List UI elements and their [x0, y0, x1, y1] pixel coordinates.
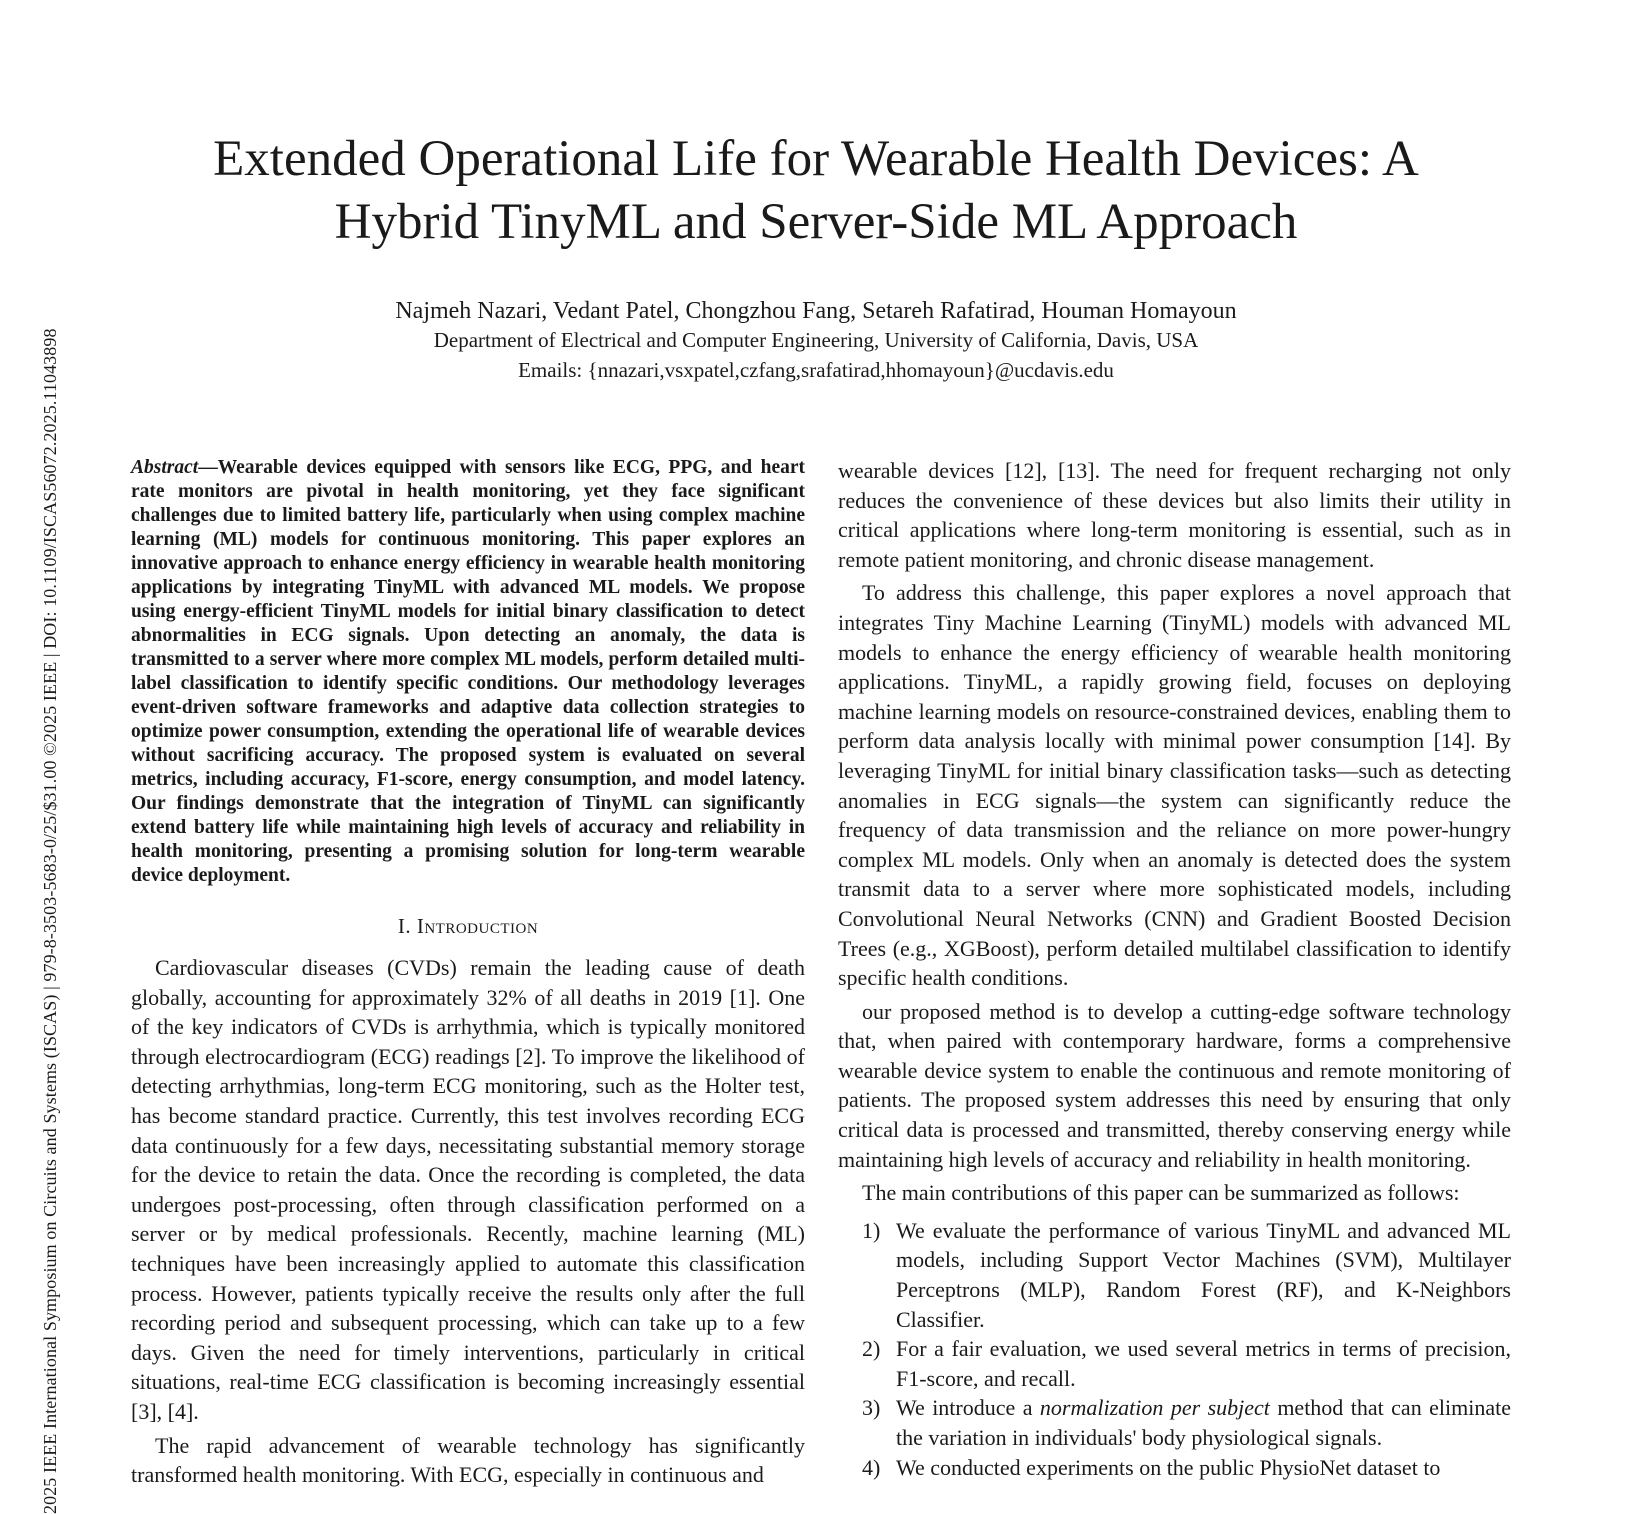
body-paragraph: our proposed method is to develop a cutting-edge software technology that, when paired with contemporary hardware, forms a comprehensive wearable device system to enable the continuous and remote monitoring of patients. The proposed system addresses this need by ensuring that only critical data is processed and transmitted, thereby conserving energy while maintaining high levels of accuracy and reliability in health monitoring.	[838, 998, 1511, 1172]
list-number: 1)	[862, 1217, 881, 1243]
list-item-text: We evaluate the performance of various TinyML and advanced ML models, including Support Vector Machines (SVM), Multilayer Perceptrons (MLP), Random Forest (RF), and K-Neighbors Classifier.	[896, 1217, 1511, 1332]
list-item-text: We conducted experiments on the public PhysioNet dataset to	[896, 1454, 1441, 1480]
list-item	[838, 1453, 1511, 1483]
list-item	[838, 1216, 1511, 1334]
intro-paragraph: Cardiovascular diseases (CVDs) remain the leading cause of death globally, accounting for approximately 32% of all deaths in 2019 [1]. One of the key indicators of CVDs is arrhythmia, which is typically monitored through electrocardiogram (ECG) readings [2]. To improve the likelihood of detecting arrhythmias, long-term ECG monitoring, such as the Holter test, has become standard practice. Currently, this test involves recording ECG data continuously for a few days, necessitating substantial memory storage for the device to retain the data. Once the recording is completed, the data undergoes post-processing, often through classification performed on a server or by medical professionals. Recently, machine learning (ML) techniques have been increasingly applied to automate this classification process. However, patients typically receive the results only after the full recording period and subsequent processing, which can take up to a few days. Given the need for timely interventions, particularly in critical situations, real-time ECG classification is becoming increasingly essential [3], [4].	[131, 955, 805, 1424]
list-item-text-pre: We introduce a	[896, 1395, 1040, 1421]
intro-paragraph: The rapid advancement of wearable technology has significantly transformed health monitoring. With ECG, especially in continuous and	[131, 1432, 805, 1488]
list-item-emphasis: normalization per subject	[1039, 1395, 1270, 1421]
body-paragraph: wearable devices [12], [13]. The need for frequent recharging not only reduces the convenience of these devices but also limits their utility in critical applications where long-term monitoring is essential, such as in remote patient monitoring, and chronic disease management.	[838, 458, 1511, 572]
author-list: Najmeh Nazari, Vedant Patel, Chongzhou Fang, Setareh Rafatirad, Houman Homayoun	[395, 298, 1237, 324]
right-column	[838, 456, 1511, 1482]
section-heading-introduction: I. Introduction	[397, 914, 539, 938]
contributions-intro: The main contributions of this paper can be summarized as follows:	[862, 1180, 1460, 1206]
list-number: 3)	[862, 1395, 881, 1421]
doi-sidebar: 2025 IEEE International Symposium on Circuits and Systems (ISCAS) | 979-8-3503-5683-0/25/$31.00 ©2025 IEEE | DOI: 10.1109/ISCAS56072.2025.11043898	[40, 328, 60, 1514]
list-item	[838, 1393, 1511, 1452]
list-item-text-post: method that can eliminate the variation in individuals' body physiological signals.	[896, 1395, 1511, 1450]
abstract-lead: Abstract	[131, 457, 199, 478]
left-column	[131, 456, 805, 1494]
paper-title	[0, 128, 1632, 254]
author-emails: Emails: {nnazari,vsxpatel,czfang,srafatirad,hhomayoun}@ucdavis.edu	[518, 358, 1114, 382]
abstract-text: —Wearable devices equipped with sensors like ECG, PPG, and heart rate monitors are pivotal in health monitoring, yet they face significant challenges due to limited battery life, particularly when using complex machine learning (ML) models for continuous monitoring. This paper explores an innovative approach to enhance energy efficiency in wearable health monitoring applications by integrating TinyML with advanced ML models. We propose using energy-efficient TinyML models for initial binary classification to detect abnormalities in ECG signals. Upon detecting an anomaly, the data is transmitted to a server where more complex ML models, perform detailed multi-label classification to identify specific conditions. Our methodology leverages event-driven software frameworks and adaptive data collection strategies to optimize power consumption, extending the operational life of wearable devices without sacrificing accuracy. The proposed system is evaluated on several metrics, including accuracy, F1-score, energy consumption, and model latency. Our findings demonstrate that the integration of TinyML can significantly extend battery life while maintaining high levels of accuracy and reliability in health monitoring, presenting a promising solution for long-term wearable device deployment.	[131, 457, 805, 886]
list-number: 2)	[862, 1336, 881, 1362]
list-number: 4)	[862, 1454, 881, 1480]
title-line-2: Hybrid TinyML and Server-Side ML Approach	[334, 194, 1298, 250]
list-item	[838, 1334, 1511, 1393]
body-paragraph: To address this challenge, this paper explores a novel approach that integrates Tiny Machine Learning (TinyML) models with advanced ML models to enhance the energy efficiency of wearable health monitoring applications. TinyML, a rapidly growing field, focuses on deploying machine learning models on resource-constrained devices, enabling them to perform data analysis locally with minimal power consumption [14]. By leveraging TinyML for initial binary classification tasks—such as detecting anomalies in ECG signals—the system can significantly reduce the frequency of data transmission and the reliance on more power-hungry complex ML models. Only when an anomaly is detected does the system transmit data to a server where more sophisticated models, including Convolutional Neural Networks (CNN) and Gradient Boosted Decision Trees (e.g., XGBoost), perform detailed multilabel classification to identify specific health conditions.	[838, 580, 1511, 991]
list-item-text: For a fair evaluation, we used several metrics in terms of precision, F1-score, and recall.	[896, 1336, 1511, 1391]
affiliation: Department of Electrical and Computer Engineering, University of California, Davis, USA	[433, 328, 1199, 352]
abstract	[131, 456, 805, 888]
title-line-1: Extended Operational Life for Wearable Health Devices: A	[213, 131, 1419, 187]
contributions-list	[838, 1216, 1511, 1482]
